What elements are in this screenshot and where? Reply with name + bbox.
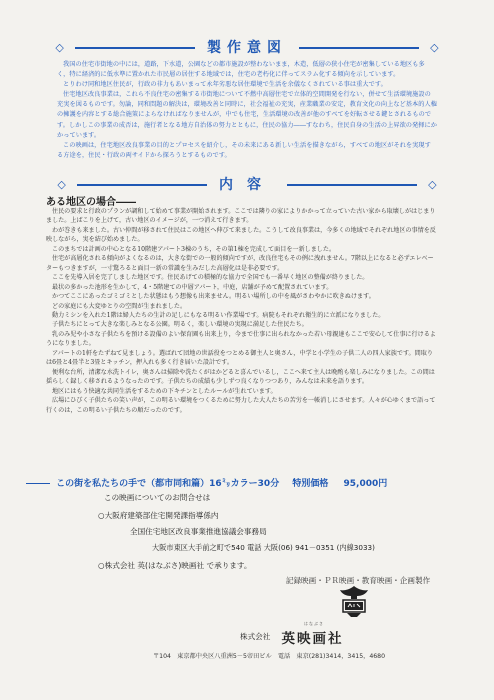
film-offer <box>26 476 470 489</box>
contact-org1: ○大阪府建築部住宅開発課指導係内 <box>98 511 219 520</box>
intro-paragraph: 住宅地区改良事業は，これら不良住宅の密集する市街地について不燃中高層住宅で立体的空間開発を行ない，併せて生活環境施設の充実を図るものです。勿論，同和問題の解決は，環境改善と同時に，社会福祉の充実，産業職業の安定，教育文化の向上など基本的人権の擁護を内容とする総合施策によらなければなりませんが，中でも住宅，生活環境の改善が他のすべてを好転させる鍵とされるものです。しかしこの事業の成否は，施行者となる地方自治体の努力とともに，住民の協力――すなわち，住民自身の生活の上昇欲の発揮にかかっています。 <box>57 91 437 139</box>
diamond-right: ◇ <box>428 178 437 191</box>
heading-rule-left <box>77 184 207 186</box>
company-ruby: はなぶさ <box>304 621 324 626</box>
diamond-left: ◇ <box>57 178 66 191</box>
contact-org2: 全国住宅地区改良事業推進協議会事務局 <box>130 527 267 536</box>
heading-rule-right <box>287 184 417 186</box>
body-paragraph: アパートの1軒をたずねて見ましょう。選ばれて団地の世話役をつとめる御主人と奥さん，中学と小学生の子供二人の四人家族です。間取りは6畳と4畳半と3畳とキッチン，押入れも多く行き届いた設計です。 <box>46 349 433 367</box>
price-amount: 95,000円 <box>343 479 388 489</box>
body-paragraph: 地区にはもう快適な共同生活をするための下キチンとしたルールが生れています。 <box>52 387 277 395</box>
company-tagline: 記録映画・ＰＲ映画・教育映画・企画製作 <box>285 576 431 585</box>
contact-producer: ○株式会社 英(はなぶさ)映画社 で承ります。 <box>98 561 252 570</box>
body-paragraph: ここを先導入居を完了しました地区です。住民あげての積極的な協力で全国でも一番早く地区の整備が終りました。 <box>52 274 369 282</box>
body-paragraph: 最状の多かった池形を生かして，4・5階建ての中層アパート，中庭，店舗が予めて配置されています。 <box>52 283 333 291</box>
contents-text <box>46 207 438 415</box>
intro-paragraph: とりわけ同和地区住民が，行政の非力もあいまって永年劣悪な居住環境で生活を余儀なくされている事は重大です。 <box>63 81 387 89</box>
body-paragraph: かつてここにあったゴミゴミとした状態はもう想像も出来ません。明るい場所しの中を風がさわやかに吹きぬけます。 <box>52 293 375 301</box>
section-title: ある地区の場合―― <box>46 197 136 208</box>
body-paragraph: 広場にひびく子供たちの笑い声が，この明るい環境をつくるために努力した大人たちの苦労を一帳消しにさせます。人々が心ゆくまで語って行くのは，この明るい子供たちの順だったのです。 <box>46 397 436 414</box>
hanabusa-logo-icon <box>339 584 369 618</box>
body-paragraph: 住宅が高層化される傾向がよくなるのは，大きな街での一般的傾向ですが，改良住宅もその例に洩れません。7階以上になると必ずエレベーターもつきますが，一寸驚ろると面目一新の常識を生みだした高層化は是非必要です。 <box>46 255 434 272</box>
body-paragraph: 乳のみ児や小さな子供たちを預ける設備のよい保育園も出来上り，今まで仕事に出られなかった若い母親達もここで安心して仕事に行けるようになりました。 <box>46 330 436 348</box>
intro-paragraph: 我国の住宅市街地の中には，道路，下水道，公園などの都市施設が整わないまま，木造，低層の狭小住宅が密集している地区も多く，特に経済的に低水準に置かれた市民層の居住する地域では，住宅の老朽化に伴ってスラム化する傾向を示しています。 <box>57 61 425 79</box>
body-paragraph: わが巻きも来ました。古い仲間が移されて住民はこの地区へ伸びて来ました。こうして改良事業は，今多くの地域でそれぞれ地区の事情を反映しながら，実を結び始めました。 <box>46 226 436 244</box>
body-paragraph: 便利な台所，清潔な水洗トイレ，奥さんは掃除や洗たくがはかどると喜んでいるし，ここへ来て主人は晩酌も楽しみになりました。この間は揺らしく録しく移されるようなったのです。子供たちの成績も少しずつ良くなりつつあり，みんなは未来を語ります。 <box>46 368 435 386</box>
diamond-left: ◇ <box>55 41 64 54</box>
intro-text <box>57 60 437 161</box>
heading-title: 内容 <box>219 177 275 193</box>
company-name-row <box>240 626 343 647</box>
body-paragraph: このまちでは計画の中心となる10階建アパート3棟のうち，その第1棟を完成して面目を一新しました。 <box>52 245 336 253</box>
offer-dash <box>26 483 50 484</box>
company-name: 英映画社 <box>281 630 344 647</box>
body-paragraph: どの家庭にも大変ゆとりの空間が生まれました。 <box>52 302 187 310</box>
contact-heading: この映画についてのお問合せは <box>104 493 211 502</box>
heading-contents <box>0 174 494 194</box>
body-paragraph: 住民の要求と行政のプランが調和して始めて事業が開始されます。ここでは隣りの家によりかかって立っていた古い家から取壊しがはじまりました。上ばこりを上げて，古い地区のイメージが，一つ消えて行きます。 <box>46 208 436 225</box>
intro-paragraph: この映画は，住宅地区改良事業の目的とプロセスを紹介し，その未来にある新しい生活を描きながら，すべての地区がそれを実現する方途を，住民・行政の両サイドから探ろうとするものです。 <box>57 141 431 159</box>
company-address: 〒104 東京都中央区八重洲5－5帝田ビル 電話 東京(281)3414，3415，4680 <box>153 653 386 660</box>
price-label: 特別価格 <box>292 479 329 489</box>
heading-rule-right <box>299 47 419 49</box>
company-type: 株式会社 <box>240 632 271 641</box>
body-paragraph: 子供たちにとって大きな楽しみとなる公園。明るく，楽しい環境の実現に満足した住民たち。 <box>52 321 308 329</box>
diamond-right: ◇ <box>430 41 439 54</box>
body-paragraph: 動力ミシンを入れた1階は婦人たちの生計の足しにもなる明るい作業場です。病院もそれぞれ衛生的に立派になりました。 <box>52 311 385 319</box>
contact-address: 大阪市東区大手前之町で540 電話 大阪(06) 941－0351 (内線3033) <box>152 543 375 552</box>
heading-rule-left <box>75 47 195 49</box>
heading-production-intent <box>0 37 494 57</box>
offer-text: この街を私たちの手で（都市同和篇）16㍉カラー30分 <box>56 479 280 489</box>
heading-title: 製作意図 <box>207 40 287 56</box>
